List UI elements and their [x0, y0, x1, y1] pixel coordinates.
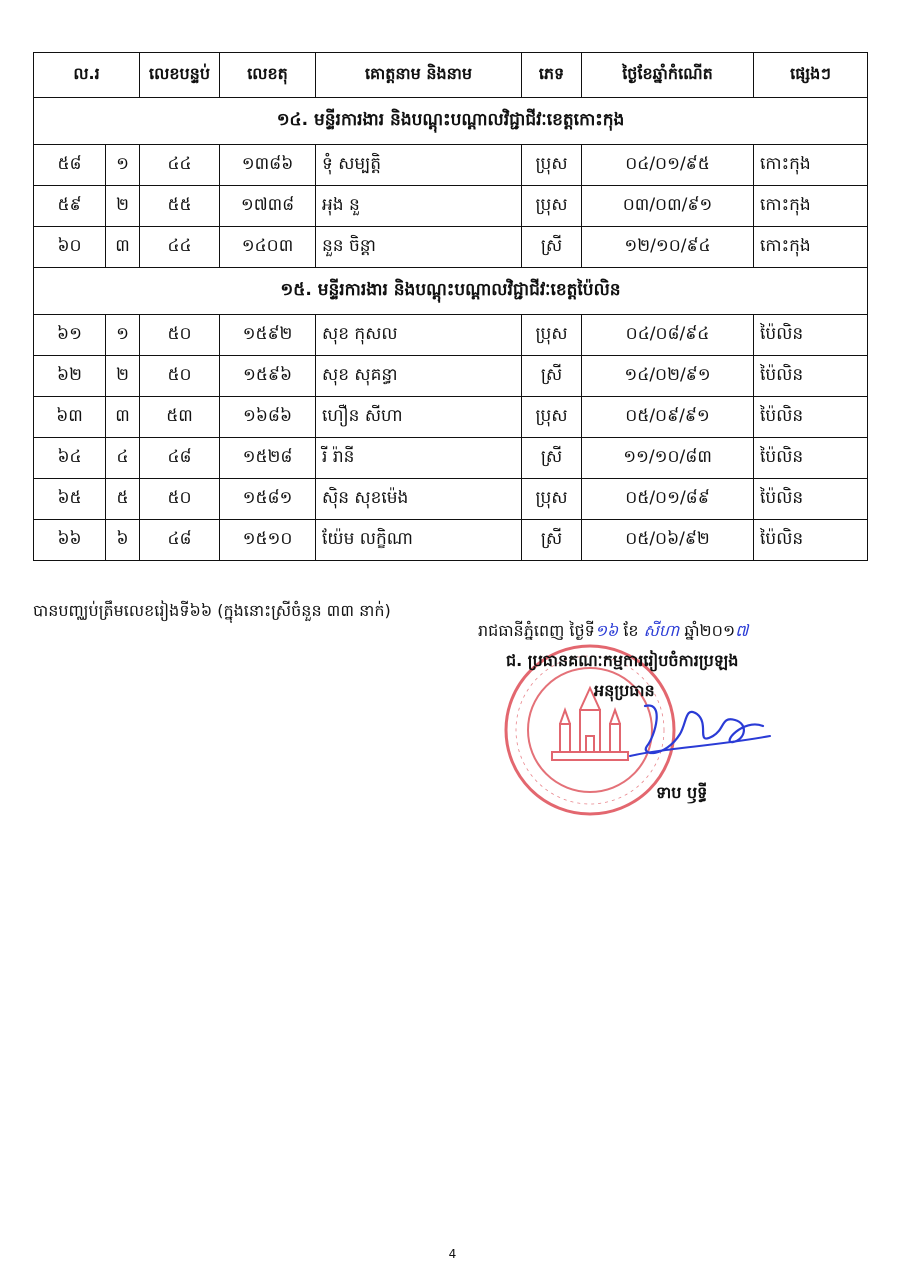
- cell-sub-seq: ១: [106, 145, 140, 186]
- cell-desk: ១៥៨១: [220, 479, 316, 520]
- candidate-table: [33, 52, 868, 561]
- cell-sub-seq: ៥: [106, 479, 140, 520]
- cell-room: ៥៣: [140, 397, 220, 438]
- date-line: រាជធានីភ្នំពេញ ថ្ងៃទី១៦ ខែ សីហា ឆ្នាំ២០១៧: [478, 621, 749, 640]
- header-sex: ភេទ: [522, 53, 582, 98]
- cell-desk: ១៥៩៦: [220, 356, 316, 397]
- cell-name: ហឿន សីហា: [316, 397, 522, 438]
- cell-room: ៥០: [140, 356, 220, 397]
- cell-name: សុខ សុគន្ធា: [316, 356, 522, 397]
- cell-dob: ០៤/០៨/៩៤: [582, 315, 754, 356]
- cell-other: កោះកុង: [754, 145, 868, 186]
- cell-desk: ១៦៨៦: [220, 397, 316, 438]
- header-desk: លេខតុ: [220, 53, 316, 98]
- header-dob: ថ្ងៃខែឆ្នាំកំណើត: [582, 53, 754, 98]
- cell-other: ប៉ៃលិន: [754, 520, 868, 561]
- deputy-title: អនុប្រធាន: [594, 681, 655, 700]
- cell-desk: ១៣៨៦: [220, 145, 316, 186]
- table-row: [34, 186, 868, 227]
- cell-sex: ប្រុស: [522, 315, 582, 356]
- header-other: ផ្សេងៗ: [754, 53, 868, 98]
- cell-sex: ស្រី: [522, 438, 582, 479]
- cell-other: កោះកុង: [754, 227, 868, 268]
- cell-sub-seq: ៣: [106, 397, 140, 438]
- cell-seq: ៦៦: [34, 520, 106, 561]
- table-row: [34, 145, 868, 186]
- cell-dob: ០៤/០១/៩៥: [582, 145, 754, 186]
- cell-sub-seq: ៣: [106, 227, 140, 268]
- cell-dob: ១២/១០/៩៤: [582, 227, 754, 268]
- header-name: គោត្តនាម និងនាម: [316, 53, 522, 98]
- section-title: ១៥. មន្ទីរការងារ និងបណ្តុះបណ្តាលវិជ្ជាជីវៈខេត្តប៉ៃលិន: [34, 268, 868, 315]
- cell-seq: ៦៥: [34, 479, 106, 520]
- section-row: [34, 268, 868, 315]
- cell-name: នួន ចិន្តា: [316, 227, 522, 268]
- cell-dob: ០៣/០៣/៩១: [582, 186, 754, 227]
- header-room: លេខបន្ទប់: [140, 53, 220, 98]
- page-number: 4: [448, 1247, 457, 1261]
- cell-name: ស៊ិន សុខម៉េង: [316, 479, 522, 520]
- cell-other: ប៉ៃលិន: [754, 438, 868, 479]
- section-title: ១៤. មន្ទីរការងារ និងបណ្តុះបណ្តាលវិជ្ជាជីវៈខេត្តកោះកុង: [34, 98, 868, 145]
- cell-desk: ១៥២៨: [220, 438, 316, 479]
- cell-sub-seq: ១: [106, 315, 140, 356]
- cell-seq: ៥៩: [34, 186, 106, 227]
- cell-name: យ៉ែម លក្ខិណា: [316, 520, 522, 561]
- cell-other: ប៉ៃលិន: [754, 356, 868, 397]
- cell-sex: ប្រុស: [522, 145, 582, 186]
- cell-room: ៥០: [140, 479, 220, 520]
- cell-other: ប៉ៃលិន: [754, 397, 868, 438]
- handwritten-day: ១៦: [594, 621, 619, 640]
- cell-name: ទុំ សម្បត្តិ: [316, 145, 522, 186]
- cell-seq: ៦៤: [34, 438, 106, 479]
- cell-dob: ០៥/០១/៨៩: [582, 479, 754, 520]
- cell-seq: ៦០: [34, 227, 106, 268]
- cell-sub-seq: ៤: [106, 438, 140, 479]
- cell-name: រី រ៉ានី: [316, 438, 522, 479]
- cell-sex: ស្រី: [522, 356, 582, 397]
- cell-dob: ០៥/០៦/៩២: [582, 520, 754, 561]
- cell-name: សុខ កុសល: [316, 315, 522, 356]
- cell-seq: ៦២: [34, 356, 106, 397]
- cell-desk: ១៤០៣: [220, 227, 316, 268]
- table-row: [34, 356, 868, 397]
- handwritten-month: សីហា: [643, 621, 680, 640]
- cell-sex: ប្រុស: [522, 397, 582, 438]
- table-row: [34, 479, 868, 520]
- cell-seq: ៥៨: [34, 145, 106, 186]
- table-row: [34, 438, 868, 479]
- cell-room: ៤៤: [140, 145, 220, 186]
- cell-desk: ១៥៩២: [220, 315, 316, 356]
- header-no: ល.រ: [34, 53, 140, 98]
- handwritten-year: ៧: [735, 621, 749, 640]
- cell-seq: ៦១: [34, 315, 106, 356]
- cell-room: ៤៤: [140, 227, 220, 268]
- cell-room: ៤៨: [140, 438, 220, 479]
- cell-sex: ស្រី: [522, 227, 582, 268]
- cell-sex: ប្រុស: [522, 479, 582, 520]
- cell-sub-seq: ២: [106, 356, 140, 397]
- header-row: [34, 53, 868, 98]
- table-row: [34, 315, 868, 356]
- footnote: បានបញ្ឈប់ត្រឹមលេខរៀងទី៦៦ (ក្នុងនោះស្រីចំនួន ៣៣ នាក់): [33, 601, 391, 620]
- section-row: [34, 98, 868, 145]
- cell-name: អុង នួ: [316, 186, 522, 227]
- cell-sex: ស្រី: [522, 520, 582, 561]
- cell-dob: ០៥/០៩/៩១: [582, 397, 754, 438]
- signer-name: ទាប ឫទ្ធី: [656, 783, 708, 802]
- handwritten-signature: [625, 696, 775, 766]
- cell-sub-seq: ២: [106, 186, 140, 227]
- cell-sub-seq: ៦: [106, 520, 140, 561]
- table-row: [34, 397, 868, 438]
- cell-other: ប៉ៃលិន: [754, 315, 868, 356]
- cell-sex: ប្រុស: [522, 186, 582, 227]
- cell-dob: ១១/១០/៨៣: [582, 438, 754, 479]
- cell-room: ៤៨: [140, 520, 220, 561]
- committee-title: ជ. ប្រធានគណៈកម្មការរៀបចំការប្រឡង: [506, 651, 739, 670]
- cell-other: ប៉ៃលិន: [754, 479, 868, 520]
- cell-desk: ១៥១០: [220, 520, 316, 561]
- table-row: [34, 227, 868, 268]
- cell-dob: ១៤/០២/៩១: [582, 356, 754, 397]
- cell-seq: ៦៣: [34, 397, 106, 438]
- cell-room: ៥៥: [140, 186, 220, 227]
- table-row: [34, 520, 868, 561]
- cell-room: ៥០: [140, 315, 220, 356]
- cell-other: កោះកុង: [754, 186, 868, 227]
- cell-desk: ១៧៣៨: [220, 186, 316, 227]
